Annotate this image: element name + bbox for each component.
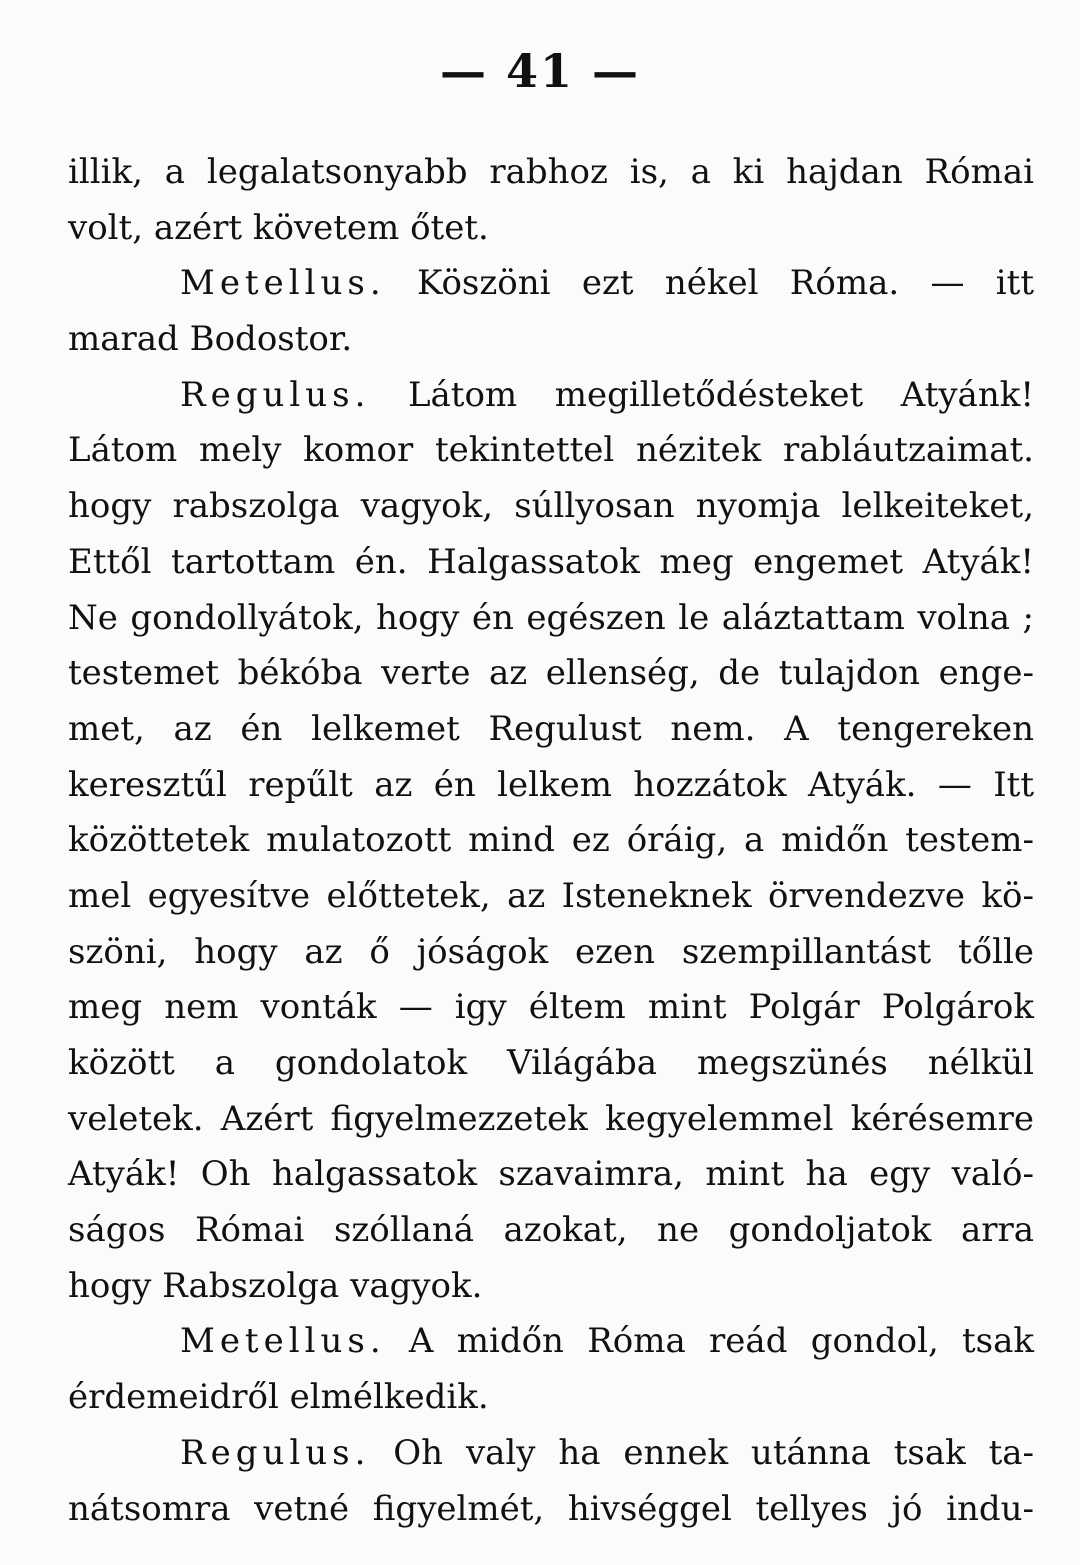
line-text: testemet békóba verte az ellenség, de tulajdon enge- — [68, 653, 1034, 694]
text-line — [68, 201, 1034, 257]
line-text: Látom mely komor tekintettel nézitek rabláutzaimat. — [68, 430, 1034, 471]
line-text: met, az én lelkemet Regulust nem. A tengereken — [68, 708, 1034, 749]
text-line — [68, 1314, 1034, 1370]
page-number-header: — 41 — — [439, 44, 641, 98]
line-text: közöttetek mulatozott mind ez óráig, a midőn testem- — [68, 820, 1034, 861]
line-text: nátsomra vetné figyelmét, hivséggel tellyes jó indu- — [68, 1488, 1034, 1529]
text-line — [68, 646, 1034, 702]
line-text: hogy Rabszolga vagyok. — [68, 1265, 483, 1306]
line-text: hogy rabszolga vagyok, súllyosan nyomja lelkeiteket, — [68, 486, 1034, 527]
text-line — [68, 702, 1034, 758]
line-text: Köszöni ezt nékel Róma. — itt — [416, 263, 1035, 304]
text-line — [68, 980, 1034, 1036]
speaker-name: Regulus. — [180, 1432, 371, 1473]
line-text: között a gondolatok Világába megszünés nélkül — [68, 1043, 1034, 1083]
text-line — [68, 1147, 1034, 1203]
text-line — [68, 813, 1034, 869]
text-line — [68, 1370, 1034, 1426]
text-line — [68, 1426, 1034, 1482]
line-text: meg nem vonták — igy éltem mint Polgár Polgárok — [68, 987, 1034, 1028]
text-line — [68, 1482, 1034, 1538]
line-text: keresztűl repűlt az én lelkem hozzátok Atyák. — Itt — [68, 764, 1034, 805]
line-text: marad Bodostor. — [68, 319, 353, 360]
line-text: Ne gondollyátok, hogy én egészen le aláztattam volna ; — [68, 597, 1034, 638]
text-line — [68, 145, 1034, 201]
text-line — [68, 368, 1034, 424]
line-text: Atyák! Oh halgassatok szavaimra, mint ha egy való- — [68, 1154, 1034, 1195]
line-text: mel egyesítve előttetek, az Isteneknek örvendezve kö- — [68, 875, 1034, 916]
line-text: Látom megilletődésteket Atyánk! — [407, 374, 1034, 415]
text-line — [68, 925, 1034, 981]
line-text: veletek. Azért figyelmezzetek kegyelemmel kérésemre — [68, 1098, 1034, 1139]
text-line — [68, 1259, 1034, 1315]
line-text: illik, a legalatsonyabb rabhoz is, a ki hajdan Római — [68, 152, 1034, 192]
text-line — [68, 1203, 1034, 1259]
line-text: volt, azért követem őtet. — [68, 207, 489, 248]
text-line — [68, 591, 1034, 647]
line-text: szöni, hogy az ő jóságok ezen szempillantást tőlle — [68, 931, 1034, 972]
speaker-name: Metellus. — [180, 1321, 386, 1362]
text-line — [68, 423, 1034, 479]
line-text: ságos Római szóllaná azokat, ne gondoljatok arra — [68, 1210, 1034, 1251]
text-line — [68, 1092, 1034, 1148]
text-line — [68, 535, 1034, 591]
text-line — [68, 758, 1034, 814]
line-text: A midőn Róma reád gondol, tsak — [408, 1321, 1035, 1362]
text-line — [68, 869, 1034, 925]
line-text: érdemeidről elmélkedik. — [68, 1377, 489, 1418]
text-line — [68, 1036, 1034, 1092]
line-text: Ettől tartottam én. Halgassatok meg engemet Atyák! — [68, 541, 1034, 582]
speaker-name: Regulus. — [180, 374, 371, 415]
line-text: Oh valy ha ennek utánna tsak ta- — [393, 1432, 1034, 1473]
speaker-name: Metellus. — [180, 263, 386, 304]
text-line — [68, 312, 1034, 368]
text-line — [68, 256, 1034, 312]
text-line — [68, 479, 1034, 535]
body-text — [68, 145, 1034, 1537]
